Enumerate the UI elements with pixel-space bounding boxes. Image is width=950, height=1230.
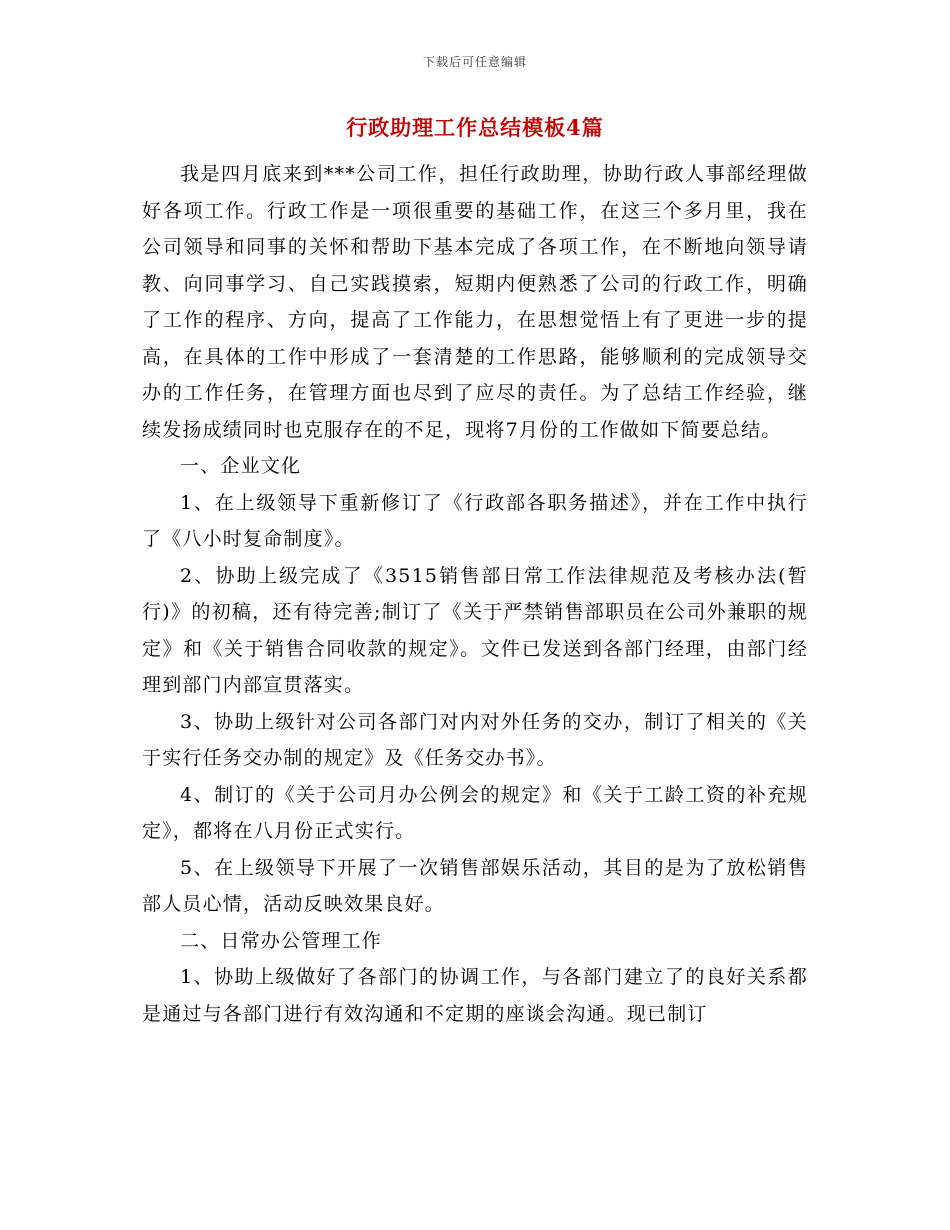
section-heading-daily-office: 二、日常办公管理工作: [180, 929, 383, 952]
section-heading-corporate-culture: 一、企业文化: [180, 455, 302, 477]
list-item: 4、制订的《关于公司月办公例会的规定》和《关于工龄工资的补充规定》，都将在八月份正式实行。: [142, 783, 808, 842]
intro-paragraph: 我是四月底来到***公司工作，担任行政助理，协助行政人事部经理做好各项工作。行政工作是一项很重要的基础工作，在这三个多月里，我在公司领导和同事的关怀和帮助下基本完成了各项工作，在不断地向领导请教、向同事学习、自己实践摸索，短期内便熟悉了公司的行政工作，明确了工作的程序、方向，提高了工作能力，在思想觉悟上有了更进一步的提高，在具体的工作中形成了一套清楚的工作思路，能够顺利的完成领导交办的工作任务，在管理方面也尽到了应尽的责任。为了总结工作经验，继续发扬成绩同时也克服存在的不足，现将7月份的工作做如下简要总结。: [142, 163, 808, 441]
document-title: 行政助理工作总结模板4篇: [346, 115, 604, 140]
document-body: [142, 156, 808, 1032]
list-item: 2、协助上级完成了《3515销售部日常工作法律规范及考核办法(暂行)》的初稿，还有待完善;制订了《关于严禁销售部职员在公司外兼职的规定》和《关于销售合同收款的规定》。文件已发送到各部门经理，由部门经理到部门内部宣贯落实。: [142, 564, 808, 696]
list-item: 1、在上级领导下重新修订了《行政部各职务描述》，并在工作中执行了《八小时复命制度》。: [142, 491, 808, 550]
header-note: 下载后可任意编辑: [422, 55, 527, 69]
list-item: 5、在上级领导下开展了一次销售部娱乐活动，其目的是为了放松销售部人员心情，活动反映效果良好。: [142, 856, 808, 915]
list-item: 3、协助上级针对公司各部门对内对外任务的交办，制订了相关的《关于实行任务交办制的规定》及《任务交办书》。: [142, 710, 808, 769]
list-item: 1、协助上级做好了各部门的协调工作，与各部门建立了的良好关系都是通过与各部门进行有效沟通和不定期的座谈会沟通。现已制订: [142, 966, 808, 1025]
